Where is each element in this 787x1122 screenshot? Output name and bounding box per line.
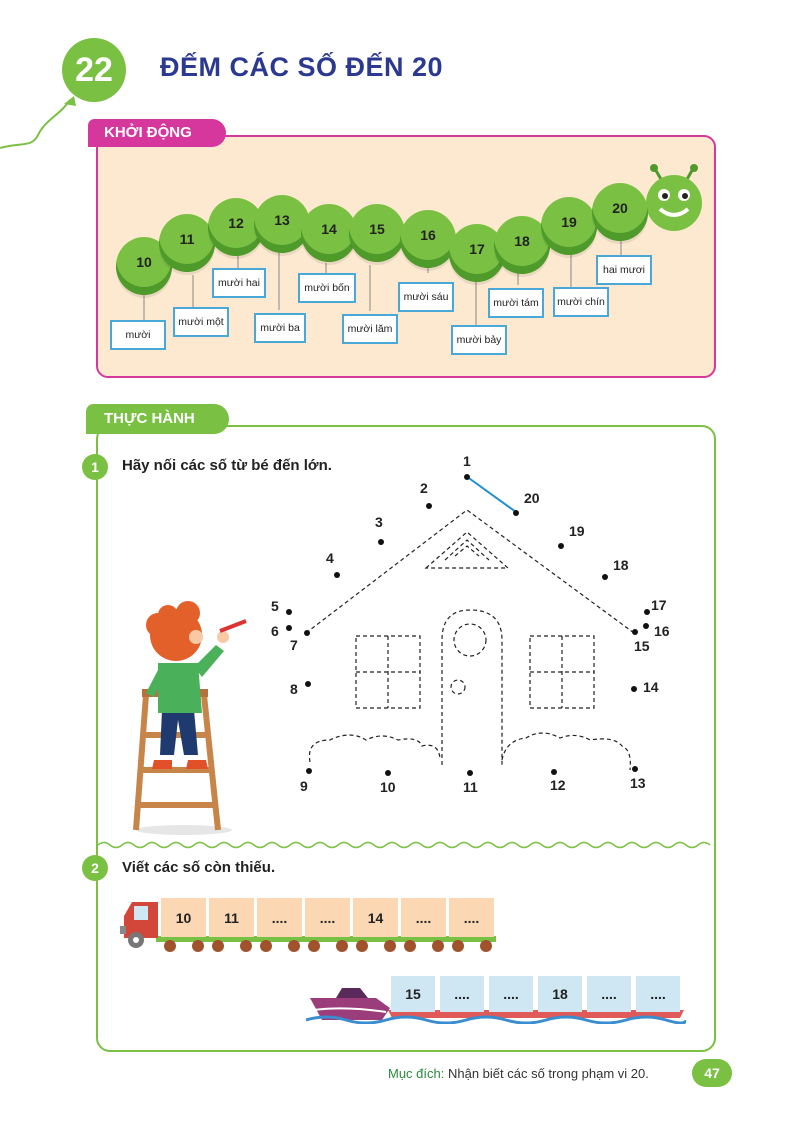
caterpillar-segment: 10: [116, 237, 172, 295]
dot-number: 13: [630, 775, 646, 791]
caterpillar-segment: 14: [301, 204, 357, 262]
dot: [304, 630, 310, 636]
warmup-tag: KHỞI ĐỘNG: [88, 119, 226, 147]
boat-car-blank[interactable]: ....: [636, 976, 680, 1012]
dot-number: 4: [326, 550, 334, 566]
boy-on-ladder-illustration: [128, 585, 258, 837]
number-word-label: mười tám: [488, 288, 544, 318]
exercise-2-badge: 2: [82, 855, 108, 881]
dot-number: 8: [290, 681, 298, 697]
number-word-label: hai mươi: [596, 255, 652, 285]
dot-number: 14: [643, 679, 659, 695]
dot: [378, 539, 384, 545]
dot: [632, 629, 638, 635]
dot: [602, 574, 608, 580]
exercise-1-instruction: Hãy nối các số từ bé đến lớn.: [122, 457, 332, 474]
dot-number: 15: [634, 638, 650, 654]
dot: [551, 769, 557, 775]
train-car: 14: [353, 898, 398, 937]
number-word-label: mười một: [173, 307, 229, 337]
dot: [286, 625, 292, 631]
footer-purpose: [388, 1066, 649, 1081]
dot-number: 5: [271, 598, 279, 614]
dot: [513, 510, 519, 516]
dot: [385, 770, 391, 776]
caterpillar-segment: 19: [541, 197, 597, 255]
footer-label: Mục đích:: [388, 1066, 445, 1081]
dot-number: 17: [651, 597, 667, 613]
boat-car: 18: [538, 976, 582, 1012]
dot-number: 12: [550, 777, 566, 793]
boat-car-blank[interactable]: ....: [587, 976, 631, 1012]
dot: [305, 681, 311, 687]
dot-number: 19: [569, 523, 585, 539]
exercise-1-badge: 1: [82, 454, 108, 480]
practice-tag: THỰC HÀNH: [86, 404, 229, 434]
caterpillar-segment: 12: [208, 198, 264, 256]
dot-number: 3: [375, 514, 383, 530]
train-car-blank[interactable]: ....: [257, 898, 302, 937]
lesson-number-badge: 22: [62, 38, 126, 102]
train-car: 11: [209, 898, 254, 937]
dot: [334, 572, 340, 578]
train-car-blank[interactable]: ....: [449, 898, 494, 937]
dot-number: 1: [463, 453, 471, 469]
caterpillar-segment: 18: [494, 216, 550, 274]
number-word-label: mười bốn: [298, 273, 356, 303]
dot-number: 6: [271, 623, 279, 639]
dot-to-dot-house: [270, 440, 690, 820]
section-divider: [98, 840, 714, 850]
dot-number: 20: [524, 490, 540, 506]
number-word-label: mười lăm: [342, 314, 398, 344]
dot-number: 18: [613, 557, 629, 573]
dot-number: 11: [463, 779, 478, 795]
dot: [286, 609, 292, 615]
caterpillar-segment: 16: [400, 210, 456, 268]
dot: [644, 609, 650, 615]
train-car-blank[interactable]: ....: [401, 898, 446, 937]
number-word-label: mười hai: [212, 268, 266, 298]
caterpillar-segment: 13: [254, 195, 310, 253]
number-word-label: mười chín: [553, 287, 609, 317]
boat-car-blank[interactable]: ....: [440, 976, 484, 1012]
dot-number: 2: [420, 480, 428, 496]
dot: [643, 623, 649, 629]
number-word-label: mười sáu: [398, 282, 454, 312]
number-word-label: mười ba: [254, 313, 306, 343]
caterpillar-segment: 20: [592, 183, 648, 241]
number-word-label: mười bảy: [451, 325, 507, 355]
caterpillar-segment: 17: [449, 224, 505, 282]
dot-number: 9: [300, 778, 308, 794]
boat-car: 15: [391, 976, 435, 1012]
dot: [426, 503, 432, 509]
page-number: 47: [692, 1059, 732, 1087]
number-word-label: mười: [110, 320, 166, 350]
dot: [631, 686, 637, 692]
dot-number: 16: [654, 623, 670, 639]
dot-number: 7: [290, 637, 298, 653]
dot: [467, 770, 473, 776]
caterpillar-segment: 11: [159, 214, 215, 272]
train-car: 10: [161, 898, 206, 937]
dot: [306, 768, 312, 774]
train-car-blank[interactable]: ....: [305, 898, 350, 937]
dot: [558, 543, 564, 549]
dot-number: 10: [380, 779, 396, 795]
caterpillar-head: [640, 163, 710, 233]
boat-car-blank[interactable]: ....: [489, 976, 533, 1012]
caterpillar-segment: 15: [349, 204, 405, 262]
dot: [464, 474, 470, 480]
footer-text: Nhận biết các số trong phạm vi 20.: [447, 1066, 649, 1081]
page-title: ĐẾM CÁC SỐ ĐẾN 20: [160, 52, 444, 82]
exercise-2-instruction: Viết các số còn thiếu.: [122, 859, 276, 876]
dot: [632, 766, 638, 772]
